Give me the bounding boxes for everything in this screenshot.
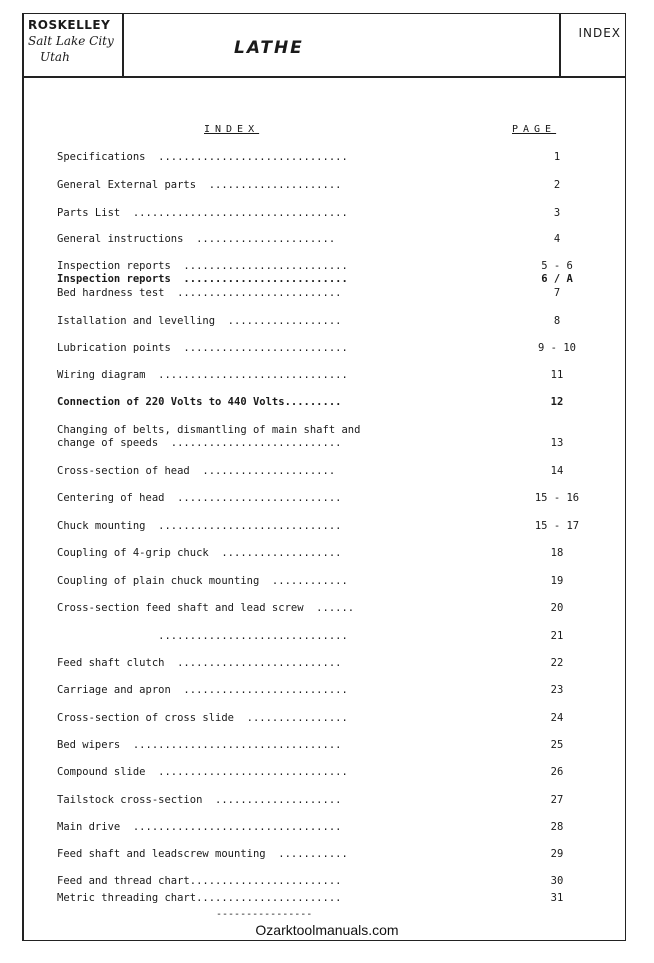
index-entry <box>57 875 577 888</box>
entry-title: Inspection reports .......................... <box>57 273 348 285</box>
entry-page: 15 - 17 <box>534 520 580 532</box>
entry-title: Cross-section of head ..................... <box>57 465 336 477</box>
entry-title: Lubrication points .......................... <box>57 342 348 354</box>
entry-page: 12 <box>550 396 564 408</box>
index-entry <box>57 575 577 588</box>
index-entry <box>57 233 577 246</box>
entry-page: 19 <box>550 575 564 587</box>
entry-title: Inspection reports .......................... <box>57 260 348 272</box>
entry-page: 1 <box>553 151 561 163</box>
entry-title: Compound slide .............................. <box>57 766 348 778</box>
entry-page: 24 <box>550 712 564 724</box>
company-city: Salt Lake City <box>28 34 114 48</box>
entry-title: Carriage and apron .......................... <box>57 684 348 696</box>
entry-page: 30 <box>550 875 564 887</box>
entry-page: 22 <box>550 657 564 669</box>
company-state: Utah <box>40 50 70 64</box>
entry-title: Istallation and levelling .................. <box>57 315 342 327</box>
entry-page: 5 - 6 <box>541 260 573 272</box>
entry-page: 14 <box>550 465 564 477</box>
index-entry <box>57 739 577 752</box>
index-entry <box>57 547 577 560</box>
entry-page: 25 <box>550 739 564 751</box>
index-entry <box>57 520 580 533</box>
index-entry <box>57 712 577 725</box>
entry-title: Metric threading chart....................... <box>57 892 342 904</box>
entry-title: Coupling of 4-grip chuck ................... <box>57 547 342 559</box>
entry-title: Changing of belts, dismantling of main shaft and change of speeds ........................... <box>57 424 361 449</box>
entry-title: Feed shaft and leadscrew mounting ........... <box>57 848 348 860</box>
entry-title: Parts List .................................. <box>57 207 348 219</box>
entry-title: Specifications .............................. <box>57 151 348 163</box>
index-entry <box>57 602 577 615</box>
entry-page: 23 <box>550 684 564 696</box>
entry-page: 13 <box>550 437 564 449</box>
entry-page: 15 - 16 <box>534 492 580 504</box>
entry-page: 4 <box>553 233 561 245</box>
index-entry <box>57 342 577 355</box>
index-entry <box>57 848 577 861</box>
entry-page: 3 <box>553 207 561 219</box>
entry-page: 28 <box>550 821 564 833</box>
entry-page: 11 <box>550 369 564 381</box>
index-entry <box>57 260 577 273</box>
entry-page: 27 <box>550 794 564 806</box>
entry-page: 31 <box>550 892 564 904</box>
entry-title: Bed wipers ................................. <box>57 739 342 751</box>
footer-rule: ---------------- <box>216 909 313 920</box>
index-entry <box>57 821 577 834</box>
index-entry <box>57 396 577 409</box>
index-entry <box>57 492 580 505</box>
document-title: LATHE <box>234 38 304 58</box>
entry-page: 7 <box>553 287 561 299</box>
index-entry <box>57 179 577 192</box>
entry-title: Feed shaft clutch .......................... <box>57 657 342 669</box>
entry-title: Connection of 220 Volts to 440 Volts......... <box>57 396 342 408</box>
index-entry <box>57 151 577 164</box>
index-entry <box>57 287 577 300</box>
index-entry <box>57 424 577 450</box>
index-column-heading: INDEX <box>204 124 260 135</box>
footer-website: Ozarktoolmanuals.com <box>255 922 399 938</box>
index-entry <box>57 766 577 779</box>
entry-title: Cross-section feed shaft and lead screw ...... <box>57 602 355 614</box>
entry-page: 6 / A <box>541 273 573 285</box>
entry-title: General instructions ...................... <box>57 233 336 245</box>
index-entry <box>57 630 577 643</box>
entry-title: Feed and thread chart........................ <box>57 875 342 887</box>
index-entry <box>57 273 577 286</box>
section-tag: INDEX <box>578 26 621 40</box>
entry-title: .............................. <box>57 630 348 642</box>
entry-title: Wiring diagram .............................. <box>57 369 348 381</box>
entry-title: Coupling of plain chuck mounting ............ <box>57 575 348 587</box>
entry-page: 26 <box>550 766 564 778</box>
document-sheet <box>22 13 626 941</box>
index-list <box>24 14 625 940</box>
entry-title: Bed hardness test .......................... <box>57 287 342 299</box>
company-name: ROSKELLEY <box>28 18 111 32</box>
entry-title: General External parts ..................... <box>57 179 342 191</box>
index-entry <box>57 794 577 807</box>
index-entry <box>57 369 577 382</box>
page-column-heading: PAGE <box>512 124 557 135</box>
entry-title: Chuck mounting ............................. <box>57 520 342 532</box>
entry-page: 21 <box>550 630 564 642</box>
entry-title: Main drive ................................. <box>57 821 342 833</box>
entry-title: Cross-section of cross slide ................ <box>57 712 348 724</box>
entry-title: Tailstock cross-section .................... <box>57 794 342 806</box>
index-entry <box>57 892 577 905</box>
index-entry <box>57 207 577 220</box>
index-entry <box>57 657 577 670</box>
entry-page: 9 - 10 <box>538 342 576 354</box>
entry-page: 20 <box>550 602 564 614</box>
entry-page: 29 <box>550 848 564 860</box>
entry-page: 2 <box>553 179 561 191</box>
entry-page: 8 <box>553 315 561 327</box>
index-entry <box>57 315 577 328</box>
index-entry <box>57 684 577 697</box>
index-entry <box>57 465 577 478</box>
entry-page: 18 <box>550 547 564 559</box>
entry-title: Centering of head .......................... <box>57 492 342 504</box>
